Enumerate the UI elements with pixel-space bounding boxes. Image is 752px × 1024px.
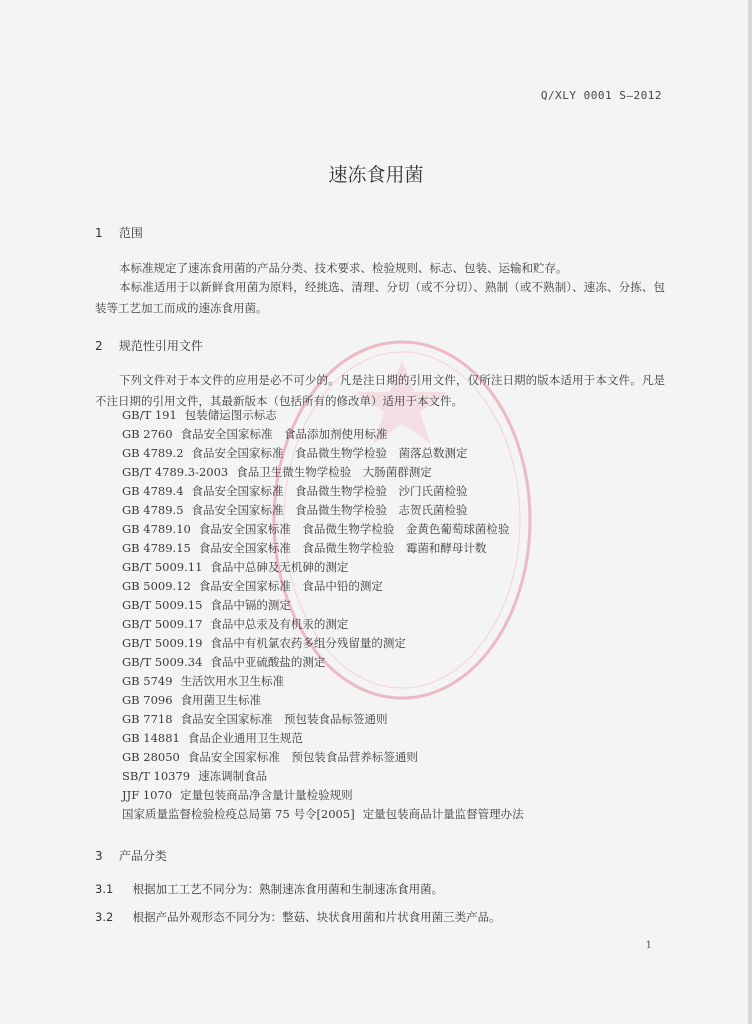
reference-title: 食品中镉的测定 bbox=[210, 598, 291, 612]
reference-item bbox=[122, 767, 524, 786]
reference-item bbox=[122, 520, 524, 539]
reference-code: GB/T 5009.15 bbox=[122, 598, 203, 612]
reference-code: SB/T 10379 bbox=[122, 769, 191, 783]
page-number: 1 bbox=[645, 940, 652, 951]
reference-item bbox=[122, 425, 524, 444]
reference-item bbox=[122, 444, 524, 463]
section-number: 2 bbox=[95, 339, 103, 353]
reference-title: 食品安全国家标准 食品微生物学检验 志贺氏菌检验 bbox=[191, 503, 468, 517]
section-heading-classification bbox=[95, 847, 167, 864]
reference-item bbox=[122, 615, 524, 634]
section-title: 产品分类 bbox=[118, 849, 167, 863]
reference-code: GB 4789.5 bbox=[122, 503, 184, 517]
section-number: 3 bbox=[95, 849, 103, 863]
scope-paragraph-1: 本标准规定了速冻食用菌的产品分类、技术要求、检验规则、标志、包装、运输和贮存。 bbox=[119, 261, 568, 275]
clause-text: 根据产品外观形态不同分为：整菇、块状食用菌和片状食用菌三类产品。 bbox=[132, 910, 501, 924]
clause-3-1 bbox=[95, 881, 443, 897]
reference-item bbox=[122, 406, 524, 425]
reference-code: GB/T 5009.17 bbox=[122, 617, 203, 631]
reference-title: 定量包装商品计量监督管理办法 bbox=[362, 807, 524, 821]
reference-code: GB 7718 bbox=[122, 712, 173, 726]
reference-item bbox=[122, 786, 524, 805]
reference-title: 食品安全国家标准 食品添加剂使用标准 bbox=[180, 427, 388, 441]
reference-code: GB 4789.4 bbox=[122, 484, 184, 498]
reference-code: GB/T 191 bbox=[122, 408, 177, 422]
reference-item bbox=[122, 653, 524, 672]
reference-code: GB 5749 bbox=[122, 674, 173, 688]
page-edge bbox=[748, 0, 752, 1024]
reference-item bbox=[122, 539, 524, 558]
reference-title: 食品安全国家标准 食品微生物学检验 金黄色葡萄球菌检验 bbox=[198, 522, 510, 536]
reference-item bbox=[122, 691, 524, 710]
reference-code: JJF 1070 bbox=[122, 788, 173, 802]
reference-title: 食品安全国家标准 食品微生物学检验 沙门氏菌检验 bbox=[191, 484, 468, 498]
reference-title: 食品安全国家标准 食品微生物学检验 菌落总数测定 bbox=[191, 446, 468, 460]
section-number: 1 bbox=[95, 226, 103, 240]
references-intro: 下列文件对于本文件的应用是必不可少的。凡是注日期的引用文件，仅所注日期的版本适用于本文件。凡是不注日期的引用文件，其最新版本（包括所有的修改单）适用于本文件。 bbox=[95, 373, 665, 408]
reference-code: GB 2760 bbox=[122, 427, 173, 441]
reference-title: 食用菌卫生标准 bbox=[180, 693, 262, 707]
reference-code: GB 4789.10 bbox=[122, 522, 191, 536]
section-heading-references bbox=[95, 337, 203, 354]
reference-title: 生活饮用水卫生标准 bbox=[180, 674, 285, 688]
reference-code: GB 5009.12 bbox=[122, 579, 191, 593]
reference-item bbox=[122, 482, 524, 501]
reference-item bbox=[122, 672, 524, 691]
reference-title: 食品中总汞及有机汞的测定 bbox=[210, 617, 349, 631]
document-title: 速冻食用菌 bbox=[328, 164, 424, 186]
reference-code: 国家质量监督检验检疫总局第 75 号令[2005] bbox=[122, 807, 355, 821]
reference-item bbox=[122, 501, 524, 520]
reference-title: 速冻调制食品 bbox=[198, 769, 268, 783]
scope-paragraph-2: 本标准适用于以新鲜食用菌为原料，经挑选、清理、分切（或不分切）、熟制（或不熟制）、速冻、分拣、包装等工艺加工而成的速冻食用菌。 bbox=[95, 280, 665, 315]
reference-item bbox=[122, 729, 524, 748]
reference-code: GB/T 5009.19 bbox=[122, 636, 203, 650]
reference-item bbox=[122, 634, 524, 653]
reference-title: 食品卫生微生物学检验 大肠菌群测定 bbox=[236, 465, 432, 479]
reference-title: 定量包装商品净含量计量检验规则 bbox=[180, 788, 353, 802]
reference-title: 食品安全国家标准 预包装食品标签通则 bbox=[180, 712, 388, 726]
reference-title: 食品中有机氯农药多组分残留量的测定 bbox=[210, 636, 406, 650]
standard-code: Q/XLY 0001 S—2012 bbox=[540, 89, 662, 102]
reference-item bbox=[122, 463, 524, 482]
clause-number: 3.1 bbox=[95, 882, 114, 896]
reference-item bbox=[122, 558, 524, 577]
reference-code: GB 7096 bbox=[122, 693, 173, 707]
clause-number: 3.2 bbox=[95, 910, 114, 924]
reference-code: GB/T 4789.3-2003 bbox=[122, 465, 229, 479]
clause-text: 根据加工工艺不同分为：熟制速冻食用菌和生制速冻食用菌。 bbox=[132, 882, 444, 896]
reference-code: GB 4789.2 bbox=[122, 446, 184, 460]
reference-title: 食品中总砷及无机砷的测定 bbox=[210, 560, 349, 574]
reference-code: GB 28050 bbox=[122, 750, 180, 764]
section-heading-scope bbox=[95, 224, 143, 241]
reference-code: GB/T 5009.34 bbox=[122, 655, 203, 669]
reference-code: GB 4789.15 bbox=[122, 541, 191, 555]
reference-code: GB/T 5009.11 bbox=[122, 560, 203, 574]
reference-title: 食品安全国家标准 预包装食品营养标签通则 bbox=[187, 750, 418, 764]
reference-item bbox=[122, 710, 524, 729]
reference-item bbox=[122, 805, 524, 824]
reference-title: 食品安全国家标准 食品微生物学检验 霉菌和酵母计数 bbox=[198, 541, 487, 555]
section-title: 规范性引用文件 bbox=[118, 339, 203, 353]
reference-title: 食品中亚硫酸盐的测定 bbox=[210, 655, 326, 669]
reference-code: GB 14881 bbox=[122, 731, 180, 745]
reference-list bbox=[122, 406, 524, 824]
reference-item bbox=[122, 748, 524, 767]
reference-item bbox=[122, 577, 524, 596]
reference-title: 食品安全国家标准 食品中铅的测定 bbox=[198, 579, 383, 593]
section-title: 范围 bbox=[118, 226, 143, 240]
reference-title: 包装储运图示标志 bbox=[184, 408, 277, 422]
reference-title: 食品企业通用卫生规范 bbox=[187, 731, 303, 745]
clause-3-2 bbox=[95, 909, 501, 925]
reference-item bbox=[122, 596, 524, 615]
